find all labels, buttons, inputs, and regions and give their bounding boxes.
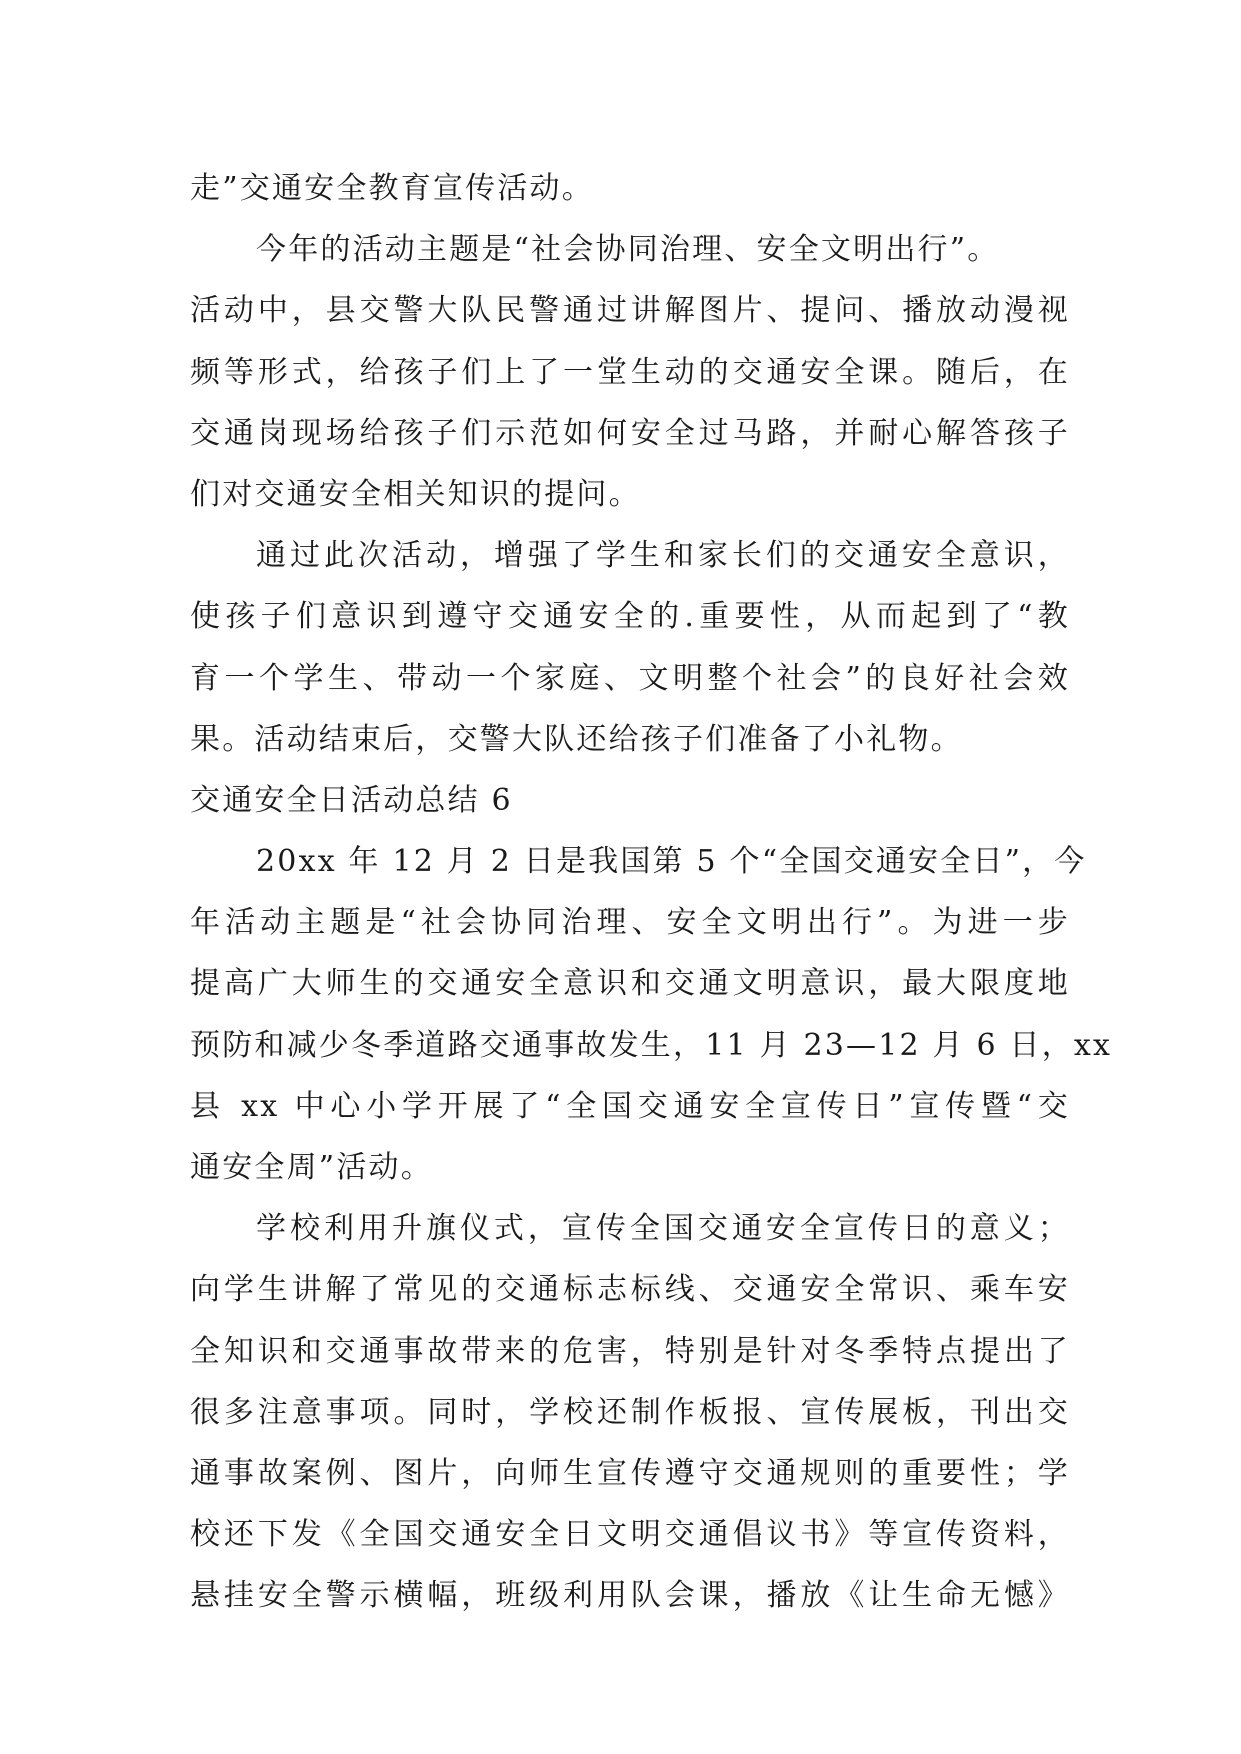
paragraph-line: 提高广大师生的交通安全意识和交通文明意识，最大限度地 [190,966,1070,1002]
paragraph-line: 校还下发《全国交通安全日文明交通倡议书》等宣传资料， [190,1517,1070,1553]
paragraph-line: 果。活动结束后，交警大队还给孩子们准备了小礼物。 [190,721,963,757]
paragraph-first-line: 通过此次活动，增强了学生和家长们的交通安全意识， [256,538,1070,574]
paragraph-line: 交通岗现场给孩子们示范如何安全过马路，并耐心解答孩子 [190,415,1070,451]
paragraph-line: 们对交通安全相关知识的提问。 [190,476,641,512]
paragraph-line: 全知识和交通事故带来的危害，特别是针对冬季特点提出了 [190,1333,1070,1369]
paragraph-line: 频等形式，给孩子们上了一堂生动的交通安全课。随后，在 [190,354,1070,390]
paragraph-line: 育一个学生、带动一个家庭、文明整个社会”的良好社会效 [190,660,1070,696]
paragraph-line: 通安全周”活动。 [190,1150,433,1185]
paragraph-line: 县 xx 中心小学开展了“全国交通安全宣传日”宣传暨“交 [190,1088,1070,1124]
section-heading: 交通安全日活动总结 6 [190,782,513,818]
paragraph-first-line: 今年的活动主题是“社会协同治理、安全文明出行”。 [256,232,1000,268]
paragraph-line: 年活动主题是“社会协同治理、安全文明出行”。为进一步 [190,905,1070,941]
paragraph-line: 通事故案例、图片，向师生宣传遵守交通规则的重要性；学 [190,1455,1070,1491]
document-body [190,158,1113,1627]
paragraph-first-line: 20xx 年 12 月 2 日是我国第 5 个“全国交通安全日”，今 [256,844,1087,880]
paragraph-line: 使孩子们意识到遵守交通安全的.重要性，从而起到了“教 [190,599,1070,635]
paragraph-line: 向学生讲解了常见的交通标志标线、交通安全常识、乘车安 [190,1272,1070,1308]
paragraph-line: 活动中，县交警大队民警通过讲解图片、提问、播放动漫视 [190,293,1070,329]
paragraph-line: 走”交通安全教育宣传活动。 [190,171,594,206]
paragraph-line: 悬挂安全警示横幅，班级利用队会课，播放《让生命无憾》 [190,1578,1070,1614]
paragraph-line: 预防和减少冬季道路交通事故发生，11 月 23—12 月 6 日，xx [190,1027,1113,1063]
paragraph-line: 很多注意事项。同时，学校还制作板报、宣传展板，刊出交 [190,1394,1070,1430]
paragraph-first-line: 学校利用升旗仪式，宣传全国交通安全宣传日的意义； [256,1211,1070,1247]
